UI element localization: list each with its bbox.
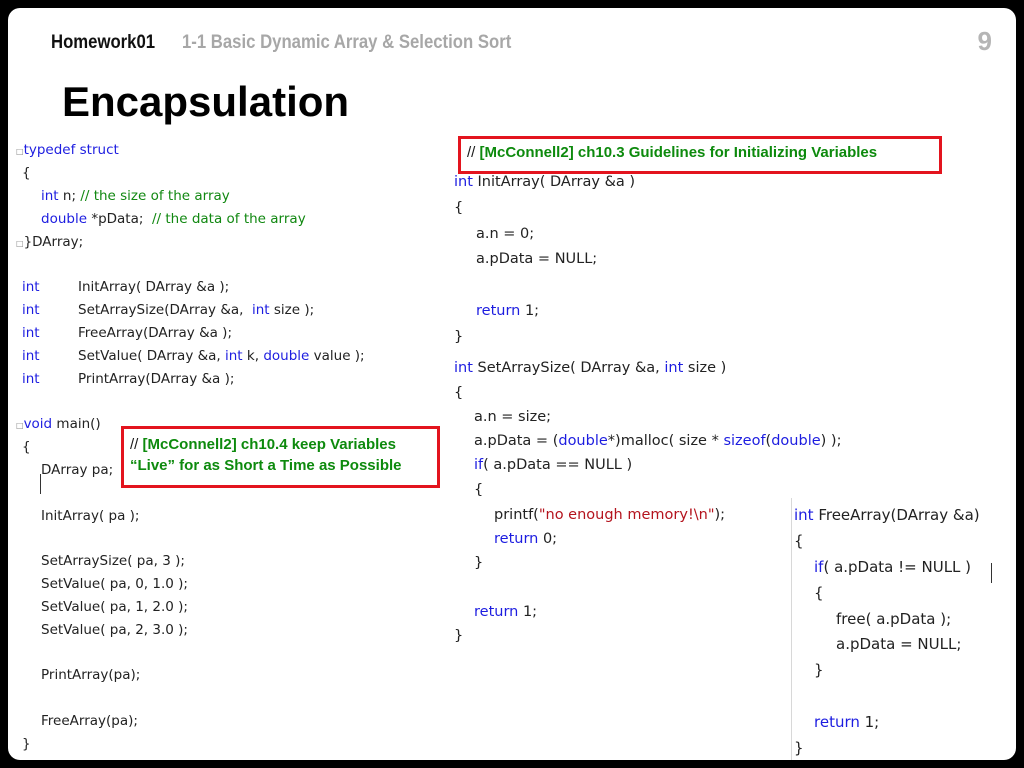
code-line: a.n = size; xyxy=(474,409,552,425)
code-line: { xyxy=(22,165,31,181)
code-line: int n; // the size of the array xyxy=(41,188,230,204)
code-line: } xyxy=(454,329,464,345)
code-line: PrintArray(pa); xyxy=(41,667,141,683)
code-line: InitArray( pa ); xyxy=(41,508,140,524)
code-line: if( a.pData != NULL ) xyxy=(814,558,972,576)
slide xyxy=(8,8,1016,760)
code-line: □typedef struct xyxy=(16,142,119,158)
code-line: SetValue( pa, 2, 3.0 ); xyxy=(41,622,188,638)
code-line: a.pData = (double*)malloc( size * sizeof(double) ); xyxy=(474,433,842,449)
slide-title: Encapsulation xyxy=(62,78,350,125)
fold-marker-icon: □ xyxy=(16,147,24,156)
code-line: int SetArraySize( DArray &a, int size ) xyxy=(454,360,727,376)
code-line: { xyxy=(474,482,484,498)
code-line: { xyxy=(22,439,31,455)
code-line: int xyxy=(22,325,40,341)
note-keep-live: // [McConnell2] ch10.4 keep Variables “Live” for as Short a Time as Possible xyxy=(121,426,440,488)
code-line: int InitArray( DArray &a ) xyxy=(454,174,636,190)
code-line: SetValue( pa, 0, 1.0 ); xyxy=(41,576,188,592)
code-line: { xyxy=(814,584,824,602)
code-line: int xyxy=(22,279,40,295)
code-block-free xyxy=(792,504,1016,760)
topic-label: 1-1 Basic Dynamic Array & Selection Sort xyxy=(182,32,512,53)
code-line: a.pData = NULL; xyxy=(476,251,598,267)
course-label: Homework01 xyxy=(51,32,156,53)
code-line: int xyxy=(22,348,40,364)
page-number: 9 xyxy=(977,26,992,56)
code-line: □}DArray; xyxy=(16,234,84,250)
text-cursor xyxy=(40,474,41,494)
code-line: DArray pa; xyxy=(41,462,114,478)
note-init-guidelines: // [McConnell2] ch10.3 Guidelines for Initializing Variables xyxy=(458,136,942,174)
code-line: SetArraySize( pa, 3 ); xyxy=(41,553,185,569)
code-line: a.n = 0; xyxy=(476,226,535,242)
code-line: } xyxy=(454,628,464,644)
code-line: return 0; xyxy=(494,531,558,547)
code-line: } xyxy=(22,736,31,752)
code-line: return 1; xyxy=(814,713,880,731)
code-line: FreeArray(pa); xyxy=(41,713,138,729)
code-line: int xyxy=(22,302,40,318)
code-line: if( a.pData == NULL ) xyxy=(474,457,633,473)
code-line: printf("no enough memory!\n"); xyxy=(494,507,726,523)
code-line: SetValue( DArray &a, int k, double value ); xyxy=(78,348,365,364)
code-line: } xyxy=(814,661,824,679)
code-line: □void main() xyxy=(16,416,101,432)
code-line: } xyxy=(794,739,804,757)
code-line: a.pData = NULL; xyxy=(836,635,962,653)
code-line: } xyxy=(474,555,484,571)
code-line: int xyxy=(22,371,40,387)
code-line: int FreeArray(DArray &a) xyxy=(794,506,980,524)
code-line: SetArraySize(DArray &a, int size ); xyxy=(78,302,315,318)
code-line: PrintArray(DArray &a ); xyxy=(78,371,235,387)
code-line: double *pData; // the data of the array xyxy=(41,211,306,227)
text-cursor xyxy=(991,563,992,583)
code-line: FreeArray(DArray &a ); xyxy=(78,325,232,341)
code-line: { xyxy=(454,200,464,216)
code-line: { xyxy=(794,532,804,550)
code-line: SetValue( pa, 1, 2.0 ); xyxy=(41,599,188,615)
code-line: return 1; xyxy=(474,604,538,620)
code-line: free( a.pData ); xyxy=(836,610,952,628)
code-line: { xyxy=(454,385,464,401)
code-line: return 1; xyxy=(476,303,540,319)
code-line: InitArray( DArray &a ); xyxy=(78,279,230,295)
